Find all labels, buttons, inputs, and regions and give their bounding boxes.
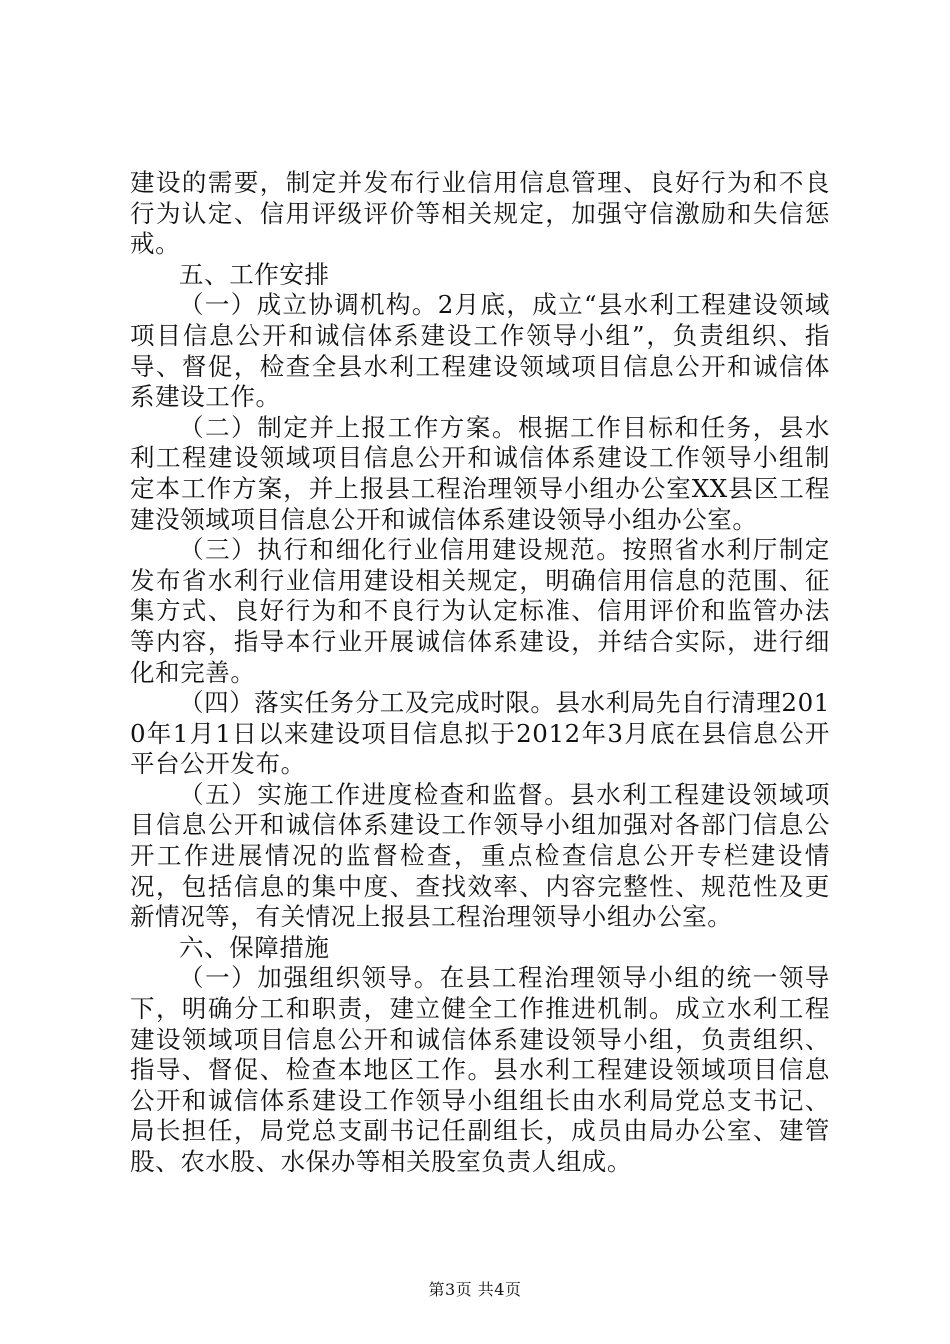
page-number-footer: 第3页 共4页 (428, 1280, 522, 1299)
document-body (130, 168, 830, 1178)
section-heading-work-arrangement: 五、工作安排 (179, 259, 330, 289)
paragraph-progress-inspection: （五）实施工作进度检查和监督。县水利工程建设领域项目信息公开和诚信体系建设工作领导小组加强对各部门信息公开工作进展情况的监督检查，重点检查信息公开专栏建设情况，包括信息的集中度、查找效率、内容完整性、规范性及更新情况等，有关情况上报县工程治理领导小组办公室。 (130, 779, 830, 932)
section-heading-safeguards: 六、保障措施 (179, 932, 330, 962)
paragraph-task-assignment: （四）落实任务分工及完成时限。县水利局先自行清理2010年1月1日以来建设项目信息拟于2012年3月底在县信息公开平台公开发布。 (130, 688, 830, 779)
paragraph-continuation: 建设的需要，制定并发布行业信用信息管理、良好行为和不良行为认定、信用评级评价等相关规定，加强守信激励和失信惩戒。 (130, 168, 830, 259)
paragraph-organizational-leadership: （一）加强组织领导。在县工程治理领导小组的统一领导下，明确分工和职责，建立健全工作推进机制。成立水利工程建设领域项目信息公开和诚信体系建设领导小组，负责组织、指导、督促、检查本地区工作。县水利工程建设领域项目信息公开和诚信体系建设工作领导小组组长由水利局党总支书记、局长担任，局党总支副书记任副组长，成员由局办公室、建管股、农水股、水保办等相关股室负责人组成。 (130, 963, 830, 1176)
paragraph-credit-standards: （三）执行和细化行业信用建设规范。按照省水利厅制定发布省水利行业信用建设相关规定，明确信用信息的范围、征集方式、良好行为和不良行为认定标准、信用评价和监管办法等内容，指导本行业开展诚信体系建设，并结合实际，进行细化和完善。 (130, 535, 830, 687)
paragraph-coordination-body: （一）成立协调机构。2月底，成立“县水利工程建设领域项目信息公开和诚信体系建设工作领导小组”，负责组织、指导、督促，检查全县水利工程建设领域项目信息公开和诚信体系建设工作。 (130, 290, 830, 412)
paragraph-work-plan: （二）制定并上报工作方案。根据工作目标和任务，县水利工程建设领域项目信息公开和诚信体系建设工作领导小组制定本工作方案，并上报县工程治理领导小组办公室XX县区工程建没领域项目信息公开和诚信体系建设领导小组办公室。 (130, 412, 830, 534)
